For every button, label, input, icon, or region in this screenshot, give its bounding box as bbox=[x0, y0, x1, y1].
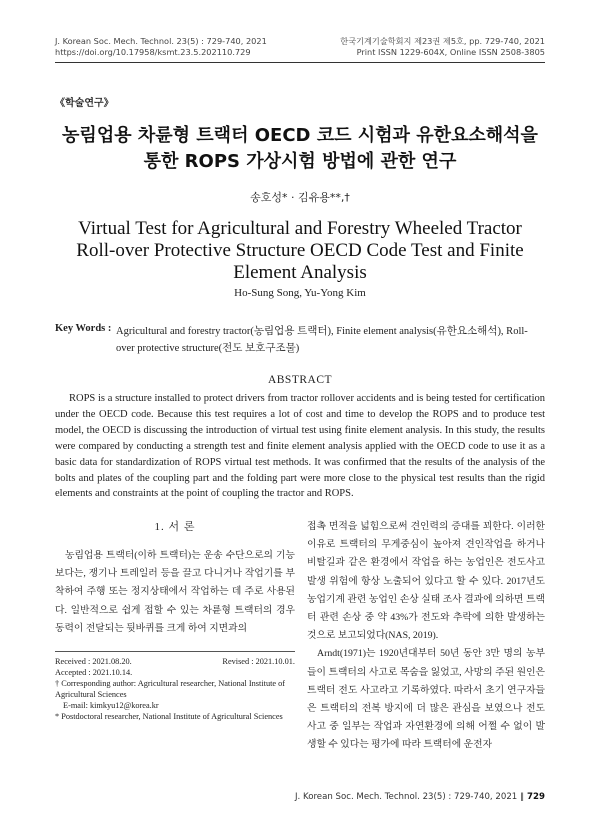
running-header-right bbox=[340, 36, 545, 58]
korean-journal-citation: 한국기계기술학회지 제23권 제5호, pp. 729-740, 2021 bbox=[340, 36, 545, 46]
received-dates bbox=[55, 656, 295, 667]
intro-left-column: 농림업용 트랙터(이하 트랙터)는 운송 수단으로의 기능보다는, 쟁기나 트레일러 등을 끌고 다니거나 작업기를 부착하여 주행 또는 정지상태에서 작업하는 데 주로 사용된다. 일반적으로 쉽게 접할 수 있는 차륜형 트랙터의 경우 동력이 전달되는 뒷바퀴를 크게 하여 지면과의 bbox=[55, 550, 295, 634]
korean-title-line2: 통한 ROPS 가상시험 방법에 관한 연구 bbox=[143, 151, 457, 172]
footnote-rule bbox=[55, 651, 295, 652]
revised-date: Revised : 2021.10.01. bbox=[222, 657, 295, 666]
intro-paragraph-2: Arndt(1971)는 1920년대부터 50년 동안 3만 명의 농부들이 트랙터의 사고로 목숨을 잃었고, 사망의 주된 원인은 트랙터 전도 사고라고 기록하였다. 따라서 초기 연구자들은 트랙터의 전복 방지에 더 많은 관심을 보였으나 전도 사고 중 일부는 작업과 자연환경에 의해 어쩔 수 없이 발생할 수 있다는 평가에 따라 트랙터에 운전자 bbox=[307, 648, 545, 751]
korean-authors: 송호성* · 김유용**,† bbox=[250, 191, 350, 204]
intro-right-column bbox=[307, 518, 545, 755]
intro-paragraph-1-continued: 접촉 면적을 넓힘으로써 견인력의 증대를 꾀한다. 이러한 이유로 트랙터의 무게중심이 높아져 견인작업을 하거나 비탈길과 같은 환경에서 작업을 하는 농업인은 전도사고 발생 위험에 항상 노출되어 있다고 할 수 있다. 2017년도 농업기계 관련 농업인 손상 실태 조사 결과에 의하면 트랙터 관련 손상 중 약 43%가 전도와 추락에 의한 발생하는 것으로 보고되었다(NAS, 2019). bbox=[307, 521, 545, 642]
received-date: Received : 2021.08.20. bbox=[55, 657, 132, 666]
english-authors: Ho-Sung Song, Yu-Yong Kim bbox=[234, 287, 366, 299]
corresponding-email[interactable]: E-mail: kimkyu12@korea.kr bbox=[63, 701, 159, 710]
journal-citation: J. Korean Soc. Mech. Technol. 23(5) : 729-740, 2021 bbox=[55, 36, 267, 46]
running-header-left bbox=[55, 36, 267, 58]
corresponding-author-note: † Corresponding author: Agricultural researcher, National Institute of Agricultural Sciences bbox=[55, 679, 286, 699]
page-footer bbox=[295, 792, 545, 802]
english-title-line1: Virtual Test for Agricultural and Forestry Wheeled Tractor bbox=[78, 218, 522, 239]
keywords-label: Key Words : bbox=[55, 323, 112, 334]
abstract-text: ROPS is a structure installed to protect drivers from tractor rollover accidents and is being tested for certification under the OECD code. Because this test requires a lot of cost and time to develop the ROPS and to produce test model, the OECD is discussing the introduction of virtual test using finite element analysis. In this study, the results were compared by conducting a strength test and finite element analysis applied with the OECD code to use it as a basic data for standardization of ROPS virtual test methods. It was confirmed that the results of the analysis of the bolts and plates of the coupling part and the folding part were more close to the physical test results than the rigid elements and constraints at the point of coupling the tractor and ROPS. bbox=[55, 393, 545, 500]
english-title-line2: Roll-over Protective Structure OECD Code Test and Finite bbox=[76, 240, 524, 261]
issn-line: Print ISSN 1229-604X, Online ISSN 2508-3805 bbox=[356, 47, 545, 57]
page-number: 729 bbox=[527, 792, 545, 802]
doi-link[interactable]: https://doi.org/10.17958/ksmt.23.5.202110.729 bbox=[55, 47, 251, 57]
accepted-date: Accepted : 2021.10.14. bbox=[55, 668, 133, 677]
footer-citation: J. Korean Soc. Mech. Technol. 23(5) : 729-740, 2021 ∥ bbox=[294, 792, 525, 802]
section-heading-introduction: 1. 서 론 bbox=[154, 521, 196, 533]
keywords-text: Agricultural and forestry tractor(농림업용 트랙터), Finite element analysis(유한요소해석), Roll-over protective structure(전도 보호구조물) bbox=[116, 326, 528, 354]
postdoc-note: * Postdoctoral researcher, National Institute of Agricultural Sciences bbox=[55, 712, 283, 721]
header-rule bbox=[55, 62, 545, 63]
abstract-heading: ABSTRACT bbox=[267, 374, 333, 386]
article-type-tag: 《학술연구》 bbox=[55, 98, 114, 109]
korean-title-line1: 농림업용 차륜형 트랙터 OECD 코드 시험과 유한요소해석을 bbox=[62, 125, 538, 146]
english-title-line3: Element Analysis bbox=[233, 262, 367, 283]
